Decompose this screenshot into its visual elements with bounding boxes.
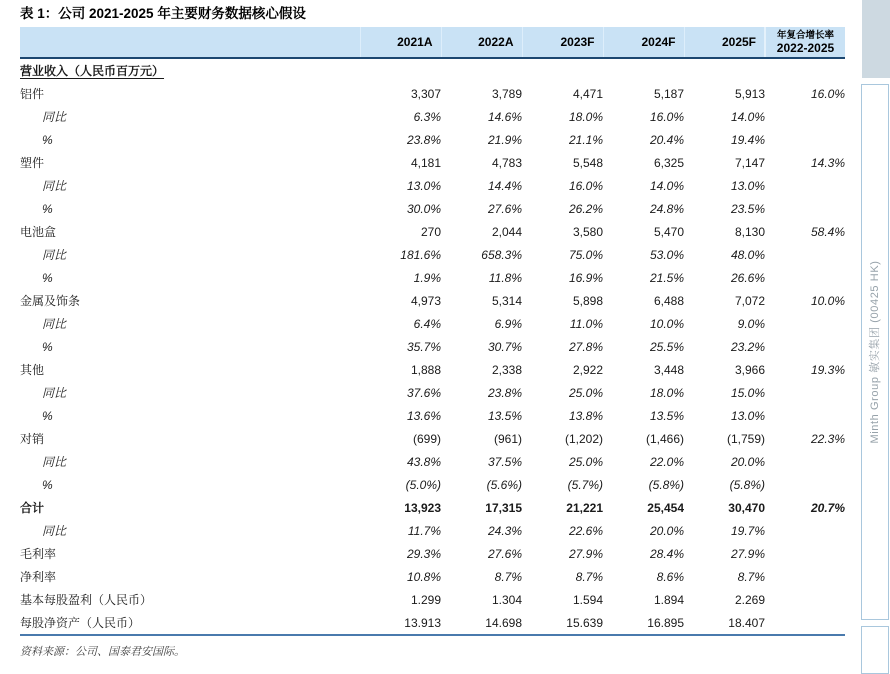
- cell-value: 3,966: [734, 362, 765, 377]
- cell-value: 48.0%: [730, 247, 765, 262]
- header-2023f: 2023F: [522, 27, 603, 58]
- table-row: [20, 358, 845, 381]
- cell-value: 26.2%: [568, 201, 603, 216]
- cell-value: 20.7%: [810, 500, 845, 515]
- cell-value: 5,314: [491, 293, 522, 308]
- cell-value: 27.6%: [487, 201, 522, 216]
- cell-value: 25,454: [647, 500, 684, 515]
- cell-value: 16.0%: [810, 86, 845, 101]
- row-label: 对销: [20, 432, 45, 446]
- cell-value: 37.6%: [406, 385, 441, 400]
- cell-value: 19.3%: [810, 362, 845, 377]
- cell-value: 2.269: [734, 592, 765, 607]
- cell-value: 4,181: [410, 155, 441, 170]
- cell-value: [765, 381, 845, 404]
- cell-value: 7,072: [734, 293, 765, 308]
- section-label-cell: 营业收入（人民币百万元）: [20, 64, 165, 78]
- row-label: 毛利率: [20, 547, 57, 561]
- table-row: [20, 266, 845, 289]
- cell-value: (1,466): [645, 431, 684, 446]
- row-label: 同比: [42, 455, 67, 469]
- cell-value: (5.8%): [729, 477, 765, 492]
- financial-assumptions-table: [20, 27, 845, 636]
- cell-value: 58.4%: [810, 224, 845, 239]
- row-label: 同比: [42, 386, 67, 400]
- cell-value: 13.913: [404, 615, 441, 630]
- cell-value: 10.8%: [406, 569, 441, 584]
- cell-value: [765, 105, 845, 128]
- cell-value: 25.5%: [649, 339, 684, 354]
- cell-value: 11.0%: [569, 316, 603, 331]
- header-2021a: 2021A: [360, 27, 441, 58]
- cell-value: 270: [420, 224, 441, 239]
- cell-value: 8,130: [734, 224, 765, 239]
- cell-value: 4,783: [491, 155, 522, 170]
- cell-value: 3,448: [653, 362, 684, 377]
- table-row: [20, 105, 845, 128]
- cell-value: (699): [412, 431, 441, 446]
- cell-value: 13.5%: [487, 408, 522, 423]
- header-cagr: [765, 27, 845, 58]
- cell-value: 23.5%: [730, 201, 765, 216]
- header-cagr-line1: 年复合增长率: [776, 29, 834, 41]
- cell-value: 658.3%: [481, 247, 522, 262]
- table-row: [20, 128, 845, 151]
- cell-value: [765, 450, 845, 473]
- cell-value: 53.0%: [649, 247, 684, 262]
- sidebar-watermark-tab[interactable]: [861, 84, 889, 620]
- cell-value: [765, 565, 845, 588]
- scrollbar-thumb[interactable]: [862, 0, 890, 78]
- cell-value: 20.0%: [649, 523, 684, 538]
- cell-value: (1,202): [564, 431, 603, 446]
- cell-value: 181.6%: [400, 247, 441, 262]
- cell-value: 23.8%: [406, 132, 441, 147]
- cell-value: 29.3%: [406, 546, 441, 561]
- row-label: 每股净资产（人民币）: [20, 616, 141, 630]
- row-label: %: [42, 339, 53, 354]
- watermark-label: Minth Group 敏实集团 (00425 HK): [869, 260, 881, 444]
- cell-value: 1.594: [572, 592, 603, 607]
- cell-value: [765, 611, 845, 635]
- row-label: 净利率: [20, 570, 57, 584]
- cell-value: 4,973: [410, 293, 441, 308]
- cell-value: 3,789: [491, 86, 522, 101]
- cell-value: 16.0%: [568, 178, 603, 193]
- row-label: 合计: [20, 501, 45, 515]
- row-label: 其他: [20, 363, 45, 377]
- cell-value: 37.5%: [487, 454, 522, 469]
- cell-value: 27.9%: [730, 546, 765, 561]
- table-title: 表 1：公司 2021-2025 年主要财务数据核心假设: [20, 6, 306, 21]
- cell-value: 24.3%: [487, 523, 522, 538]
- cell-value: [765, 174, 845, 197]
- cell-value: [765, 404, 845, 427]
- cell-value: [765, 243, 845, 266]
- cell-value: 6.4%: [413, 316, 441, 331]
- cell-value: 6.3%: [413, 109, 441, 124]
- cell-value: [765, 312, 845, 335]
- sidebar-lower-tab[interactable]: [861, 626, 889, 674]
- row-label: 金属及饰条: [20, 294, 81, 308]
- row-label: 同比: [42, 248, 67, 262]
- cell-value: 3,307: [410, 86, 441, 101]
- cell-value: 6.9%: [494, 316, 522, 331]
- cell-value: (1,759): [726, 431, 765, 446]
- cell-value: [765, 197, 845, 220]
- cell-value: 30.7%: [487, 339, 522, 354]
- table-row: [20, 427, 845, 450]
- cell-value: 5,898: [572, 293, 603, 308]
- source-note: 资料来源：公司、国泰君安国际。: [20, 646, 185, 658]
- header-2022a: 2022A: [441, 27, 522, 58]
- cell-value: 1.894: [653, 592, 684, 607]
- cell-value: 11.7%: [407, 523, 441, 538]
- cell-value: [765, 588, 845, 611]
- cell-value: 5,913: [734, 86, 765, 101]
- cell-value: 13.5%: [649, 408, 684, 423]
- cell-value: 10.0%: [810, 293, 845, 308]
- table-header: [20, 27, 845, 58]
- cell-value: 28.4%: [649, 546, 684, 561]
- cell-value: 14.0%: [730, 109, 765, 124]
- header-2025f: 2025F: [684, 27, 765, 58]
- cell-value: 8.6%: [656, 569, 684, 584]
- cell-value: 21.5%: [649, 270, 684, 285]
- cell-value: 1,888: [410, 362, 441, 377]
- table-row: [20, 243, 845, 266]
- cell-value: 15.0%: [730, 385, 765, 400]
- row-label: 同比: [42, 524, 67, 538]
- cell-value: [765, 519, 845, 542]
- cell-value: 8.7%: [494, 569, 522, 584]
- table-row: [20, 611, 845, 635]
- cell-value: 21,221: [566, 500, 603, 515]
- cell-value: 43.8%: [406, 454, 441, 469]
- table-row: [20, 496, 845, 519]
- cell-value: (5.0%): [405, 477, 441, 492]
- cell-value: 5,548: [572, 155, 603, 170]
- row-label: 电池盒: [20, 225, 57, 239]
- cell-value: 20.4%: [649, 132, 684, 147]
- cell-value: [765, 128, 845, 151]
- cell-value: 2,044: [491, 224, 522, 239]
- row-label: 铝件: [20, 87, 45, 101]
- row-label: %: [42, 132, 53, 147]
- table-row: [20, 312, 845, 335]
- cell-value: 18.0%: [568, 109, 603, 124]
- table-row: [20, 519, 845, 542]
- cell-value: 14.4%: [487, 178, 522, 193]
- table-row: [20, 473, 845, 496]
- cell-value: [765, 542, 845, 565]
- cell-value: 2,338: [491, 362, 522, 377]
- header-cagr-line2: 2022-2025: [776, 40, 835, 55]
- cell-value: 16.895: [647, 615, 684, 630]
- cell-value: 16.9%: [568, 270, 603, 285]
- cell-value: 23.2%: [730, 339, 765, 354]
- cell-value: 13.0%: [406, 178, 441, 193]
- cell-value: 19.4%: [730, 132, 765, 147]
- cell-value: 1.304: [491, 592, 522, 607]
- cell-value: [765, 473, 845, 496]
- cell-value: 20.0%: [730, 454, 765, 469]
- cell-value: 13.0%: [730, 178, 765, 193]
- cell-value: 27.8%: [568, 339, 603, 354]
- table-row: [20, 174, 845, 197]
- cell-value: 17,315: [485, 500, 522, 515]
- cell-value: (5.7%): [567, 477, 603, 492]
- row-label: 同比: [42, 179, 67, 193]
- cell-value: 4,471: [572, 86, 603, 101]
- row-label: 基本每股盈利（人民币）: [20, 593, 153, 607]
- cell-value: 15.639: [566, 615, 603, 630]
- cell-value: 16.0%: [649, 109, 684, 124]
- cell-value: 75.0%: [568, 247, 603, 262]
- cell-value: 14.6%: [487, 109, 522, 124]
- table-row: [20, 220, 845, 243]
- cell-value: 5,187: [653, 86, 684, 101]
- table-body: [20, 58, 845, 635]
- row-label: %: [42, 270, 53, 285]
- cell-value: 13.8%: [568, 408, 603, 423]
- table-row: [20, 58, 845, 82]
- cell-value: 22.3%: [810, 431, 845, 446]
- cell-value: 8.7%: [575, 569, 603, 584]
- cell-value: [765, 335, 845, 358]
- cell-value: [765, 266, 845, 289]
- cell-value: 8.7%: [737, 569, 765, 584]
- cell-value: 14.698: [485, 615, 522, 630]
- table-row: [20, 151, 845, 174]
- row-label: %: [42, 477, 53, 492]
- cell-value: 30.0%: [406, 201, 441, 216]
- cell-value: 2,922: [572, 362, 603, 377]
- row-label: 同比: [42, 317, 67, 331]
- cell-value: 27.6%: [487, 546, 522, 561]
- row-label: %: [42, 408, 53, 423]
- cell-value: 22.6%: [568, 523, 603, 538]
- cell-value: 22.0%: [649, 454, 684, 469]
- cell-value: 21.9%: [487, 132, 522, 147]
- table-row: [20, 450, 845, 473]
- table-row: [20, 381, 845, 404]
- cell-value: 10.0%: [649, 316, 684, 331]
- cell-value: 25.0%: [568, 385, 603, 400]
- table-row: [20, 335, 845, 358]
- cell-value: (5.6%): [486, 477, 522, 492]
- table-row: [20, 542, 845, 565]
- report-table-panel: [20, 0, 845, 659]
- cell-value: 1.299: [410, 592, 441, 607]
- cell-value: 25.0%: [568, 454, 603, 469]
- cell-value: 6,488: [653, 293, 684, 308]
- cell-value: 26.6%: [730, 270, 765, 285]
- table-row: [20, 565, 845, 588]
- cell-value: (5.8%): [648, 477, 684, 492]
- row-label: 塑件: [20, 156, 45, 170]
- cell-value: 3,580: [572, 224, 603, 239]
- cell-value: 13.0%: [730, 408, 765, 423]
- header-2024f: 2024F: [603, 27, 684, 58]
- cell-value: 5,470: [653, 224, 684, 239]
- row-label: %: [42, 201, 53, 216]
- table-row: [20, 197, 845, 220]
- cell-value: 14.3%: [810, 155, 845, 170]
- cell-value: 11.8%: [488, 270, 522, 285]
- row-label: 同比: [42, 110, 67, 124]
- cell-value: 14.0%: [649, 178, 684, 193]
- cell-value: 24.8%: [649, 201, 684, 216]
- cell-value: 23.8%: [487, 385, 522, 400]
- cell-value: 1.9%: [413, 270, 441, 285]
- table-row: [20, 404, 845, 427]
- cell-value: 18.407: [728, 615, 765, 630]
- cell-value: 13,923: [404, 500, 441, 515]
- cell-value: 18.0%: [649, 385, 684, 400]
- table-row: [20, 289, 845, 312]
- cell-value: 7,147: [734, 155, 765, 170]
- cell-value: 21.1%: [568, 132, 603, 147]
- cell-value: 19.7%: [730, 523, 765, 538]
- header-row: [20, 27, 845, 58]
- cell-value: (961): [493, 431, 522, 446]
- cell-value: 9.0%: [737, 316, 765, 331]
- cell-value: 35.7%: [406, 339, 441, 354]
- cell-value: 27.9%: [568, 546, 603, 561]
- cell-value: 13.6%: [406, 408, 441, 423]
- header-label-empty: [20, 27, 360, 58]
- cell-value: 6,325: [653, 155, 684, 170]
- table-row: [20, 82, 845, 105]
- cell-value: 30,470: [728, 500, 765, 515]
- table-row: [20, 588, 845, 611]
